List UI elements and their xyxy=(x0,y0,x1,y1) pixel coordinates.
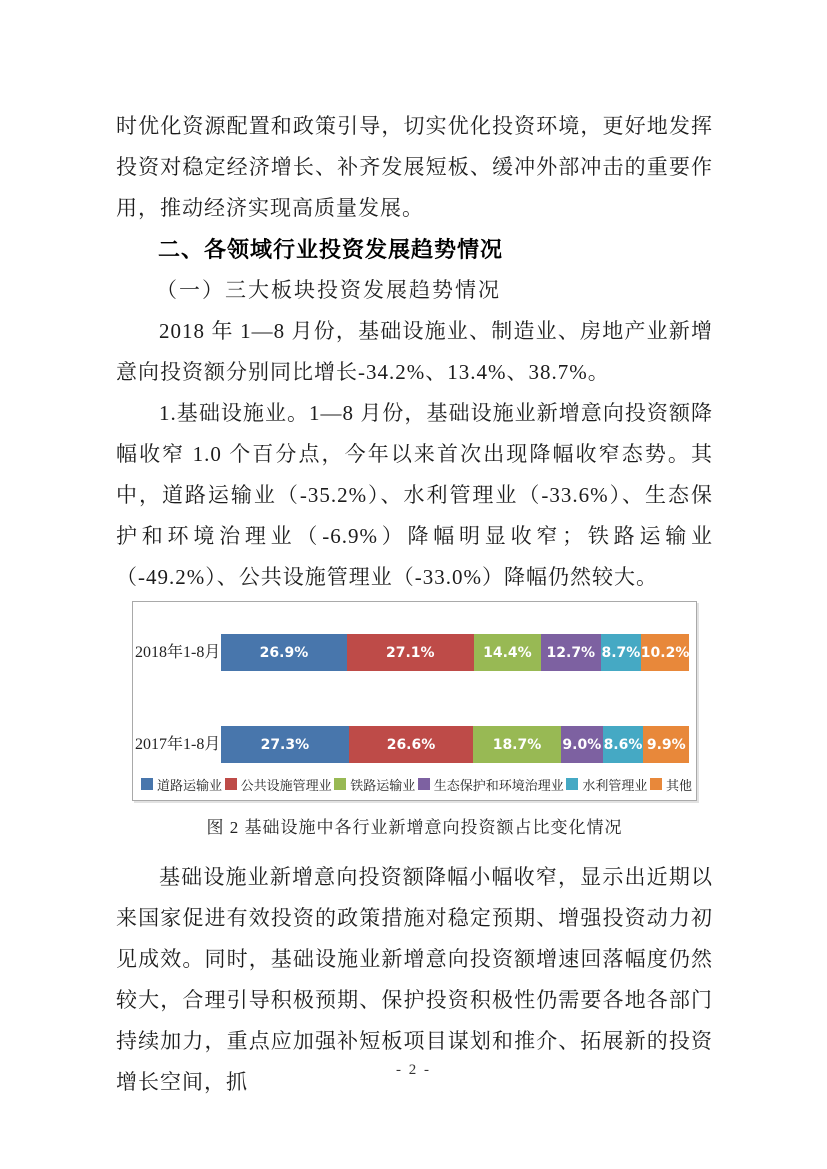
legend-swatch-icon xyxy=(334,778,346,790)
legend-swatch-icon xyxy=(141,778,153,790)
bar-value-label: 26.9% xyxy=(259,644,309,661)
bar-track-2017 xyxy=(221,726,689,763)
bar-segment-道路运输业 xyxy=(221,726,349,763)
bar-value-label: 12.7% xyxy=(546,644,596,661)
legend-label: 公共设施管理业 xyxy=(240,777,332,793)
bar-value-label: 27.1% xyxy=(386,644,435,661)
bar-value-label: 18.7% xyxy=(492,736,542,753)
legend-item-铁路运输业 xyxy=(334,775,415,794)
figure-2-chart xyxy=(132,601,697,801)
bar-segment-生态保护和环境治理业 xyxy=(541,634,600,671)
legend-item-公共设施管理业 xyxy=(225,775,332,794)
legend-item-其他 xyxy=(650,775,692,794)
legend-label: 其他 xyxy=(665,777,692,793)
bar-segment-生态保护和环境治理业 xyxy=(561,726,603,763)
bar-value-label: 26.6% xyxy=(386,736,436,753)
section-heading: 二、各领域行业投资发展趋势情况 xyxy=(158,237,504,262)
bar-value-label: 9.9% xyxy=(646,736,686,753)
figure-caption: 图 2 基础设施中各行业新增意向投资额占比变化情况 xyxy=(206,818,623,837)
legend-swatch-icon xyxy=(566,778,578,790)
legend-label: 水利管理业 xyxy=(582,777,648,793)
paragraph-intro: 时优化资源配置和政策引导，切实优化投资环境，更好地发挥投资对稳定经济增长、补齐发展短板、缓冲外部冲击的重要作用，推动经济实现高质量发展。 xyxy=(116,114,713,220)
chart-legend xyxy=(141,773,692,795)
bar-segment-公共设施管理业 xyxy=(349,726,473,763)
bar-track-2018 xyxy=(221,634,689,671)
bar-value-label: 14.4% xyxy=(483,644,532,661)
legend-swatch-icon xyxy=(225,778,237,790)
bar-segment-其他 xyxy=(641,634,689,671)
legend-label: 道路运输业 xyxy=(157,777,223,793)
paragraph-infrastructure: 1.基础设施业。1—8 月份，基础设施业新增意向投资额降幅收窄 1.0 个百分点，今年以来首次出现降幅收窄态势。其中，道路运输业（-35.2%）、水利管理业（-33.6%）、生态保护和环境治理业（-6.9%）降幅明显收窄；铁路运输业（-49.2%）、公共设施管理业（-33.0%）降幅仍然较大。 xyxy=(116,401,713,589)
bar-value-label: 8.7% xyxy=(601,644,641,661)
legend-label: 生态保护和环境治理业 xyxy=(433,777,564,793)
bar-segment-其他 xyxy=(643,726,689,763)
page-number: - 2 - xyxy=(396,1062,431,1078)
legend-item-生态保护和环境治理业 xyxy=(418,775,564,794)
document-content xyxy=(116,106,713,1103)
bar-segment-水利管理业 xyxy=(601,634,642,671)
bar-row-2018 xyxy=(133,634,696,671)
legend-label: 铁路运输业 xyxy=(350,777,416,793)
legend-swatch-icon xyxy=(650,778,662,790)
bar-row-2017 xyxy=(133,726,696,763)
category-label-2017: 2017年1-8月 xyxy=(135,736,221,753)
subsection-heading: （一）三大板块投资发展趋势情况 xyxy=(156,278,501,302)
legend-item-水利管理业 xyxy=(566,775,647,794)
bar-segment-铁路运输业 xyxy=(474,634,541,671)
legend-swatch-icon xyxy=(418,778,430,790)
paragraph-three-sectors: 2018 年 1—8 月份，基础设施业、制造业、房地产业新增意向投资额分别同比增长-34.2%、13.4%、38.7%。 xyxy=(116,319,713,384)
category-label-2018: 2018年1-8月 xyxy=(135,644,221,661)
bar-segment-道路运输业 xyxy=(221,634,347,671)
bar-value-label: 9.0% xyxy=(562,736,602,753)
legend-item-道路运输业 xyxy=(141,775,222,794)
bar-segment-铁路运输业 xyxy=(473,726,561,763)
bar-segment-水利管理业 xyxy=(603,726,643,763)
bar-value-label: 8.6% xyxy=(603,736,643,753)
paragraph-analysis: 基础设施业新增意向投资额降幅小幅收窄，显示出近期以来国家促进有效投资的政策措施对稳定预期、增强投资动力初见成效。同时，基础设施业新增意向投资额增速回落幅度仍然较大，合理引导积极预期、保护投资积极性仍需要各地各部门持续加力，重点应加强补短板项目谋划和推介、拓展新的投资增长空间，抓 xyxy=(116,865,713,1094)
bar-value-label: 10.2% xyxy=(641,644,689,661)
bar-value-label: 27.3% xyxy=(260,736,310,753)
bar-segment-公共设施管理业 xyxy=(347,634,474,671)
